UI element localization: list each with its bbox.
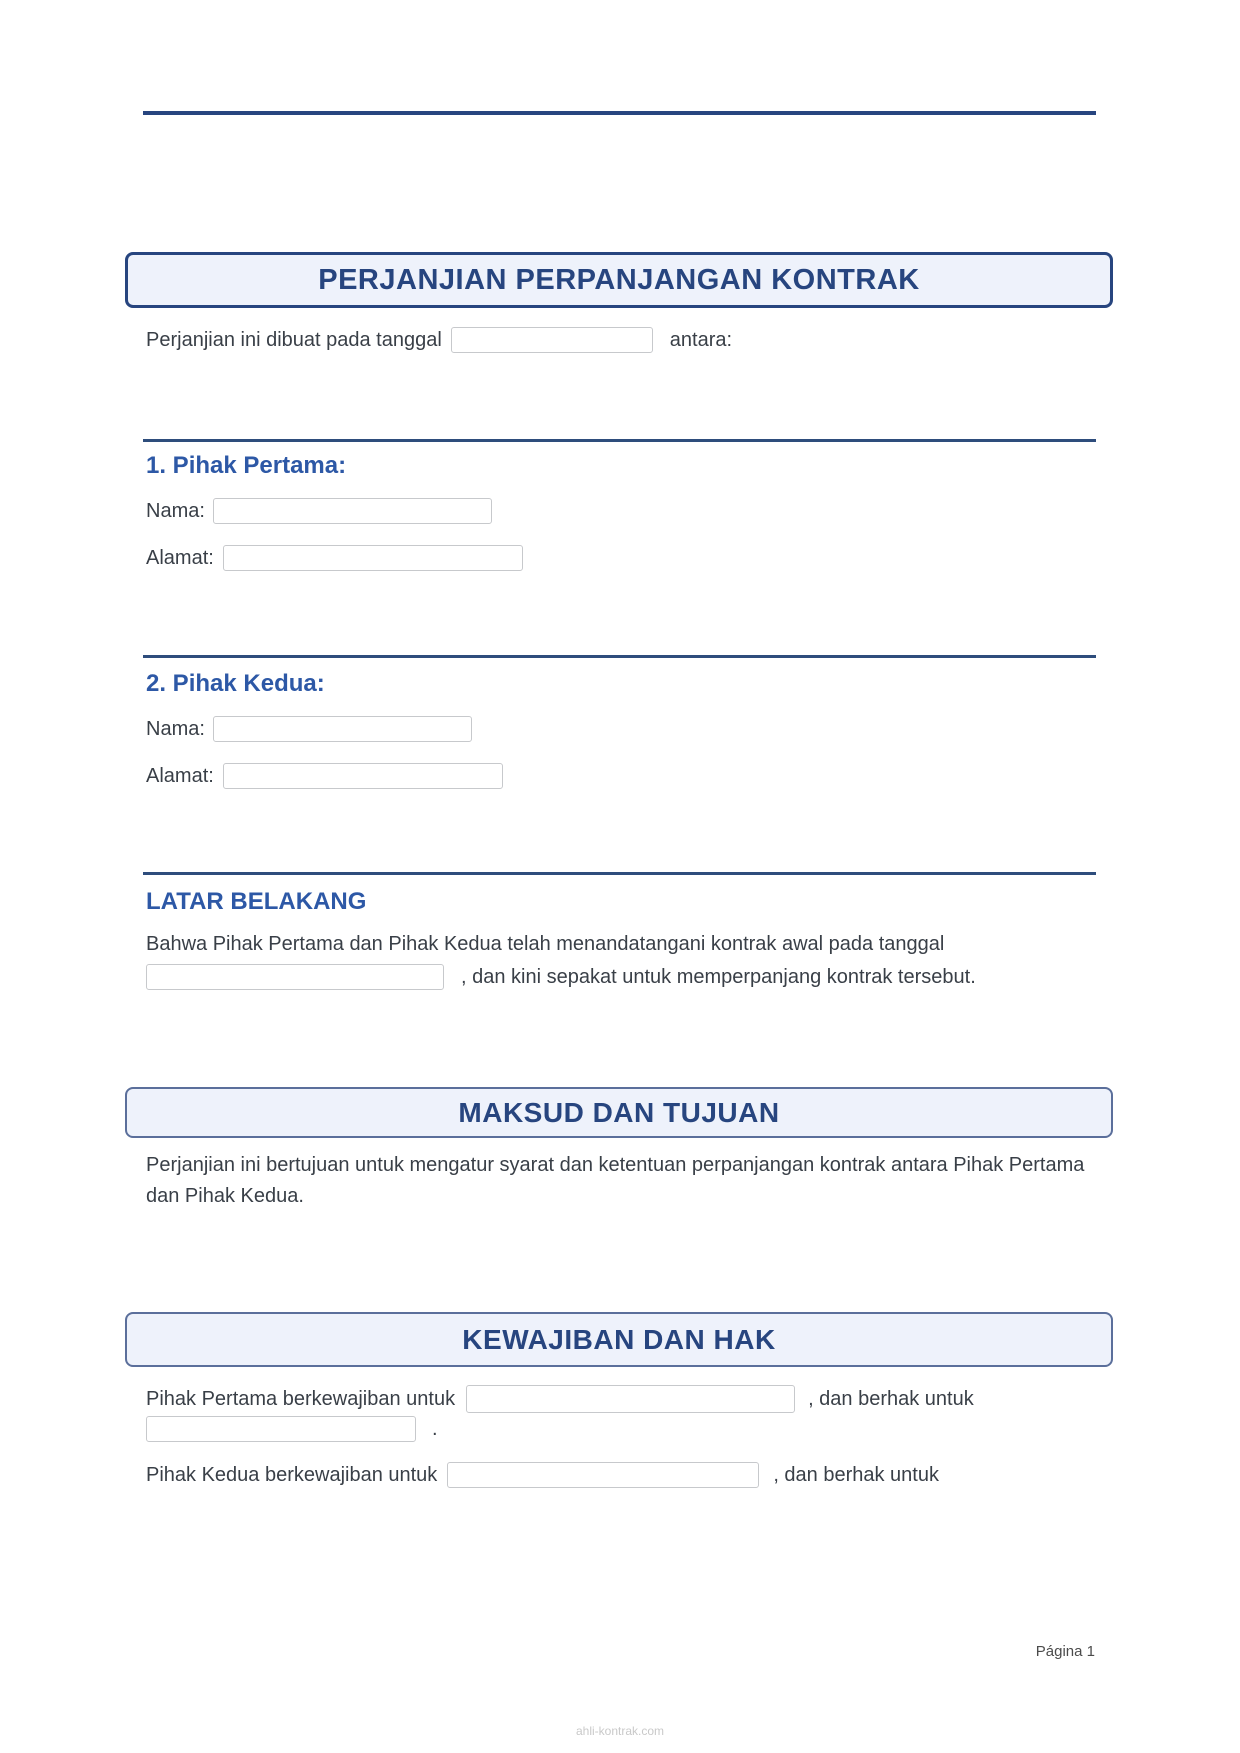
kewajiban-p2-mid-label: , dan berhak untuk bbox=[773, 1463, 939, 1486]
latar-date-input[interactable] bbox=[146, 964, 444, 990]
party1-alamat-label: Alamat: bbox=[146, 546, 214, 569]
kewajiban-heading: KEWAJIBAN DAN HAK bbox=[462, 1323, 776, 1355]
kewajiban-box bbox=[125, 1312, 1113, 1367]
top-rule bbox=[143, 111, 1096, 115]
latar-line1: Bahwa Pihak Pertama dan Pihak Kedua telah menandatangani kontrak awal pada tanggal bbox=[146, 933, 945, 955]
party1-nama-row bbox=[146, 497, 492, 525]
section-rule-latar bbox=[143, 872, 1096, 875]
section-rule-party1 bbox=[143, 439, 1096, 442]
kewajiban-p1-before-label: Pihak Pertama berkewajiban untuk bbox=[146, 1387, 456, 1410]
kewajiban-p2-row bbox=[146, 1461, 939, 1489]
party2-heading: 2. Pihak Kedua: bbox=[146, 670, 325, 697]
kewajiban-p2-input[interactable] bbox=[447, 1462, 759, 1488]
party2-alamat-label: Alamat: bbox=[146, 764, 214, 787]
contract-date-input[interactable] bbox=[451, 327, 653, 353]
maksud-heading: MAKSUD DAN TUJUAN bbox=[458, 1096, 780, 1128]
latar-date-row bbox=[146, 963, 976, 991]
intro-suffix-label: antara: bbox=[669, 328, 733, 351]
page-number: Página 1 bbox=[1035, 1643, 1095, 1660]
intro-prefix-label: Perjanjian ini dibuat pada tanggal bbox=[146, 328, 442, 351]
kewajiban-p1-input2[interactable] bbox=[146, 1416, 416, 1442]
party1-alamat-input[interactable] bbox=[223, 545, 523, 571]
party1-nama-label: Nama: bbox=[146, 499, 205, 522]
maksud-paragraph: Perjanjian ini bertujuan untuk mengatur syarat dan ketentuan perpanjangan kontrak antara Pihak Pertama dan Pihak Kedua. bbox=[146, 1154, 1085, 1207]
party1-alamat-row bbox=[146, 544, 523, 572]
party2-nama-label: Nama: bbox=[146, 717, 205, 740]
maksud-box bbox=[125, 1087, 1113, 1138]
party1-nama-input[interactable] bbox=[213, 498, 492, 524]
kewajiban-p1-end-label: . bbox=[432, 1417, 438, 1440]
title-box bbox=[125, 252, 1113, 308]
party2-nama-input[interactable] bbox=[213, 716, 472, 742]
latar-heading: LATAR BELAKANG bbox=[146, 888, 367, 915]
intro-row bbox=[146, 326, 732, 354]
kewajiban-p1-input1[interactable] bbox=[466, 1385, 795, 1413]
kewajiban-p1-mid-label: , dan berhak untuk bbox=[808, 1387, 974, 1410]
section-rule-party2 bbox=[143, 655, 1096, 658]
kewajiban-p1-row2 bbox=[146, 1415, 438, 1443]
latar-after-label: , dan kini sepakat untuk memperpanjang kontrak tersebut. bbox=[461, 965, 976, 988]
kewajiban-p2-before-label: Pihak Kedua berkewajiban untuk bbox=[146, 1463, 438, 1486]
kewajiban-p1-row bbox=[146, 1385, 974, 1413]
party2-alamat-input[interactable] bbox=[223, 763, 503, 789]
party2-nama-row bbox=[146, 715, 472, 743]
party1-heading: 1. Pihak Pertama: bbox=[146, 452, 347, 479]
party2-alamat-row bbox=[146, 762, 503, 790]
watermark: ahli-kontrak.com bbox=[575, 1724, 665, 1738]
page-title: PERJANJIAN PERPANJANGAN KONTRAK bbox=[318, 263, 920, 296]
